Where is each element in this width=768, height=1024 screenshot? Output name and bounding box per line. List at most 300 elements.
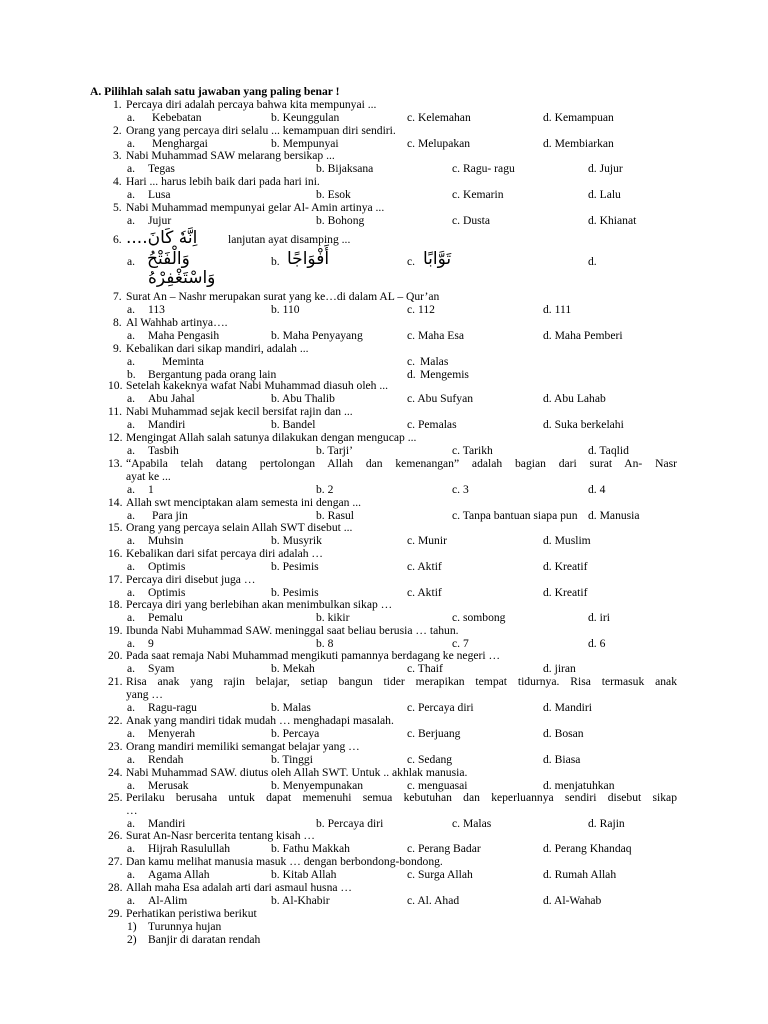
option-text[interactable]: Bergantung pada orang lain bbox=[148, 368, 277, 381]
option-text[interactable]: Pemalas bbox=[417, 418, 457, 431]
option-letter: c. bbox=[407, 868, 416, 881]
option-arabic[interactable]: وَالْفَتْحُ bbox=[147, 249, 190, 269]
option-text[interactable]: 9 bbox=[148, 637, 154, 650]
option-letter: c. bbox=[407, 753, 416, 766]
question-number: 3. bbox=[113, 149, 122, 162]
question-number: 15. bbox=[108, 521, 123, 534]
option-letter: b. bbox=[271, 586, 280, 599]
option[interactable] bbox=[271, 111, 339, 124]
option-text[interactable]: Perang Khandaq bbox=[554, 842, 632, 855]
option-text[interactable]: Pesimis bbox=[282, 586, 319, 599]
option-text[interactable]: Abu Lahab bbox=[553, 392, 606, 405]
option-letter: b. bbox=[316, 162, 325, 175]
option-letter: d. bbox=[543, 868, 552, 881]
option-text[interactable]: Kemarin bbox=[462, 188, 504, 201]
option-letter: a. bbox=[127, 727, 136, 740]
option-text[interactable]: Lusa bbox=[148, 188, 171, 201]
option-text[interactable]: Mekah bbox=[282, 662, 315, 675]
option-text[interactable]: Thaif bbox=[417, 662, 443, 675]
option[interactable] bbox=[452, 214, 490, 227]
option[interactable] bbox=[271, 418, 315, 431]
option-text[interactable]: Surga Allah bbox=[417, 868, 473, 881]
option-text[interactable]: Kreatif bbox=[554, 560, 588, 573]
question-number: 16. bbox=[108, 547, 123, 560]
option-text[interactable]: Keunggulan bbox=[282, 111, 340, 124]
option-letter: c. bbox=[407, 392, 416, 405]
option-text[interactable]: Mandiri bbox=[148, 418, 186, 431]
option-letter: b. bbox=[316, 188, 325, 201]
option-text[interactable]: Tegas bbox=[148, 162, 175, 175]
option-letter: d. bbox=[543, 137, 552, 150]
option-letter: d. bbox=[588, 214, 597, 227]
option[interactable] bbox=[543, 868, 616, 881]
option-letter: a. bbox=[127, 392, 136, 405]
option[interactable] bbox=[271, 753, 313, 766]
question-text: Perilaku berusaha untuk dapat memenuhi semua kebutuhan dan keperluannya sendiri disebut sikap bbox=[126, 791, 677, 804]
option-letter: b. bbox=[271, 560, 280, 573]
option-text[interactable]: Al-Khabir bbox=[281, 894, 330, 907]
option[interactable] bbox=[407, 137, 470, 150]
option-text[interactable]: Ragu- ragu bbox=[462, 162, 515, 175]
option-text[interactable]: Biasa bbox=[554, 753, 581, 766]
option[interactable] bbox=[407, 534, 447, 547]
option[interactable] bbox=[543, 753, 580, 766]
option-letter: d. bbox=[588, 483, 597, 496]
option[interactable] bbox=[407, 701, 474, 714]
question-number: 13. bbox=[108, 457, 123, 470]
option-text[interactable]: Manusia bbox=[599, 509, 640, 522]
option[interactable] bbox=[407, 329, 464, 342]
option-letter: c. bbox=[407, 534, 416, 547]
option-text[interactable]: Mempunyai bbox=[282, 137, 339, 150]
question-number: 20. bbox=[108, 649, 123, 662]
question-text: Surat An – Nashr merupakan surat yang ke…di dalam AL – Qur’an bbox=[126, 290, 440, 303]
option[interactable] bbox=[407, 560, 442, 573]
question-number: 1. bbox=[113, 98, 122, 111]
option-letter: c. bbox=[452, 611, 461, 624]
question-number: 2. bbox=[113, 124, 122, 137]
option[interactable] bbox=[543, 418, 624, 431]
option-letter: c. bbox=[407, 355, 416, 368]
option-text[interactable]: Bandel bbox=[282, 418, 316, 431]
option-letter: d. bbox=[588, 444, 597, 457]
option-text[interactable]: Menghargai bbox=[152, 137, 208, 150]
option-text[interactable]: Maha Pengasih bbox=[148, 329, 220, 342]
option[interactable] bbox=[407, 586, 442, 599]
option-text[interactable]: Dusta bbox=[462, 214, 491, 227]
option[interactable] bbox=[543, 534, 591, 547]
option[interactable] bbox=[271, 560, 319, 573]
option-text[interactable]: Rasul bbox=[327, 509, 355, 522]
option-text[interactable]: Abu Thalib bbox=[281, 392, 335, 405]
question-text: Nabi Muhammad sejak kecil bersifat rajin dan ... bbox=[126, 405, 353, 418]
option-text[interactable]: Rajin bbox=[599, 817, 625, 830]
option-text[interactable]: Mandiri bbox=[554, 701, 592, 714]
question-text: Hari ... harus lebih baik dari pada hari ini. bbox=[126, 175, 320, 188]
arabic-verse: اِنَّهٗ كَانَ.... bbox=[126, 228, 198, 248]
option-text[interactable]: Aktif bbox=[417, 560, 442, 573]
option[interactable] bbox=[407, 727, 460, 740]
option-letter: c. bbox=[407, 779, 416, 792]
option-text[interactable]: Perang Badar bbox=[417, 842, 481, 855]
option-text[interactable]: Malas bbox=[420, 355, 449, 368]
option-text[interactable]: Malas bbox=[282, 701, 311, 714]
option-text[interactable]: Kemampuan bbox=[554, 111, 614, 124]
option[interactable] bbox=[407, 868, 473, 881]
option[interactable] bbox=[452, 509, 578, 522]
option[interactable] bbox=[407, 392, 473, 405]
option-letter: b. bbox=[316, 611, 325, 624]
option-letter: b. bbox=[316, 509, 325, 522]
option-letter: a. bbox=[127, 162, 136, 175]
option-text[interactable]: Bosan bbox=[554, 727, 584, 740]
option[interactable] bbox=[316, 188, 351, 201]
question-number: 12. bbox=[108, 431, 123, 444]
option-letter: c. bbox=[452, 444, 461, 457]
option-letter: a. bbox=[127, 753, 136, 766]
option-text[interactable]: Bijaksana bbox=[327, 162, 374, 175]
option[interactable] bbox=[543, 560, 587, 573]
option[interactable] bbox=[407, 662, 443, 675]
question-number: 14. bbox=[108, 496, 123, 509]
option-text[interactable]: Rendah bbox=[148, 753, 184, 766]
option[interactable] bbox=[271, 329, 363, 342]
option-text[interactable]: kikir bbox=[327, 611, 350, 624]
option-text[interactable]: Hijrah Rasulullah bbox=[148, 842, 231, 855]
option-text[interactable]: 110 bbox=[282, 303, 300, 316]
option-text[interactable]: Lalu bbox=[599, 188, 621, 201]
option-letter: d. bbox=[543, 111, 552, 124]
option[interactable] bbox=[407, 753, 452, 766]
question-text: Perhatikan peristiwa berikut bbox=[126, 907, 257, 920]
option-letter: c. bbox=[452, 162, 461, 175]
option-letter: d. bbox=[588, 611, 597, 624]
option-letter: a. bbox=[127, 894, 136, 907]
option-text[interactable]: Tanpa bantuan siapa pun bbox=[462, 509, 578, 522]
option[interactable] bbox=[407, 842, 481, 855]
option[interactable] bbox=[316, 483, 333, 496]
question-text: Orang yang percaya diri selalu ... kemampuan diri sendiri. bbox=[126, 124, 396, 137]
option-text[interactable]: Tinggi bbox=[282, 753, 313, 766]
option[interactable] bbox=[271, 303, 300, 316]
option-letter: b. bbox=[271, 701, 280, 714]
option-text[interactable]: Percaya bbox=[282, 727, 320, 740]
option[interactable] bbox=[452, 444, 493, 457]
question-number: 17. bbox=[108, 573, 123, 586]
option-letter: a. bbox=[127, 701, 136, 714]
option-text[interactable]: 6 bbox=[599, 637, 606, 650]
option-letter: b. bbox=[316, 817, 325, 830]
option-text[interactable]: Abu Jahal bbox=[148, 392, 195, 405]
option-text[interactable]: 7 bbox=[462, 637, 469, 650]
question-text: Allah maha Esa adalah arti dari asmaul husna … bbox=[126, 881, 352, 894]
option-text[interactable]: Malas bbox=[462, 817, 492, 830]
option-letter: a. bbox=[127, 137, 136, 150]
option-text[interactable]: Suka berkelahi bbox=[554, 418, 624, 431]
question-text: Percaya diri disebut juga … bbox=[126, 573, 256, 586]
option[interactable] bbox=[316, 214, 364, 227]
option-text[interactable]: Aktif bbox=[417, 586, 442, 599]
question-text: Risa anak yang rajin belajar, setiap bangun tider merapikan tempat tidurnya. Risa termasuk anak bbox=[126, 675, 677, 688]
option-letter: d. bbox=[543, 894, 552, 907]
option[interactable] bbox=[588, 214, 636, 227]
option-letter: a. bbox=[127, 817, 136, 830]
question-text: Allah swt menciptakan alam semesta ini dengan ... bbox=[126, 496, 362, 509]
option-letter: c. bbox=[452, 817, 461, 830]
option-letter: d. bbox=[588, 817, 597, 830]
option[interactable] bbox=[588, 611, 610, 624]
option[interactable] bbox=[271, 842, 350, 855]
option-letter: a. bbox=[127, 355, 136, 368]
option[interactable] bbox=[316, 611, 350, 624]
option-letter: c. bbox=[452, 637, 461, 650]
option-text[interactable]: Abu Sufyan bbox=[417, 392, 474, 405]
question-number: 18. bbox=[108, 598, 123, 611]
option[interactable] bbox=[543, 111, 614, 124]
option[interactable] bbox=[543, 137, 614, 150]
option-text[interactable]: Menyempunakan bbox=[282, 779, 364, 792]
option-text[interactable]: Munir bbox=[417, 534, 447, 547]
list-item-marker: 2) bbox=[127, 933, 137, 946]
option-arabic[interactable]: تَوَّابًا bbox=[423, 249, 452, 269]
question-text: Nabi Muhammad SAW. diutus oleh Allah SWT. Untuk .. akhlak manusia. bbox=[126, 766, 468, 779]
option-letter: d. bbox=[543, 779, 552, 792]
option-text[interactable]: Jujur bbox=[148, 214, 172, 227]
option[interactable] bbox=[588, 817, 625, 830]
option-text[interactable]: 2 bbox=[327, 483, 334, 496]
option-letter: c. bbox=[407, 662, 416, 675]
question-text: “Apabila telah datang pertolongan Allah dan kemenangan” adalah bagian dari surat An- Nasr bbox=[126, 457, 677, 470]
option-text[interactable]: Optimis bbox=[148, 586, 186, 599]
option[interactable] bbox=[452, 188, 504, 201]
question-number: 8. bbox=[113, 316, 122, 329]
option[interactable] bbox=[271, 662, 315, 675]
option-letter: a. bbox=[127, 842, 136, 855]
option[interactable] bbox=[271, 894, 330, 907]
option-letter: b. bbox=[316, 444, 325, 457]
option-letter: c. bbox=[407, 894, 416, 907]
option-text[interactable]: Kreatif bbox=[554, 586, 588, 599]
option-text[interactable]: Al. Ahad bbox=[417, 894, 460, 907]
option-text[interactable]: Kebebatan bbox=[152, 111, 202, 124]
option[interactable] bbox=[588, 444, 629, 457]
list-item-marker: 1) bbox=[127, 920, 137, 933]
question-text: Surat An-Nasr bercerita tentang kisah … bbox=[126, 829, 315, 842]
option-text[interactable]: Percaya diri bbox=[327, 817, 384, 830]
option-text[interactable]: Muhsin bbox=[148, 534, 184, 547]
option-text[interactable]: 4 bbox=[599, 483, 606, 496]
option-text[interactable]: Percaya diri bbox=[417, 701, 474, 714]
option-text[interactable]: 112 bbox=[417, 303, 435, 316]
option[interactable] bbox=[588, 483, 605, 496]
option-text[interactable]: Merusak bbox=[148, 779, 189, 792]
option-letter: c. bbox=[407, 727, 416, 740]
option-text[interactable]: menguasai bbox=[417, 779, 468, 792]
option[interactable] bbox=[588, 188, 621, 201]
option[interactable] bbox=[407, 303, 435, 316]
option[interactable] bbox=[588, 637, 605, 650]
question-number: 26. bbox=[108, 829, 123, 842]
option-letter: b. bbox=[271, 392, 280, 405]
option[interactable] bbox=[271, 701, 311, 714]
option[interactable] bbox=[452, 162, 515, 175]
question-number: 9. bbox=[113, 342, 122, 355]
option-text[interactable]: Mengemis bbox=[420, 368, 469, 381]
option-text[interactable]: Kelemahan bbox=[417, 111, 471, 124]
option-letter: b. bbox=[271, 418, 280, 431]
option-text[interactable]: Maha Penyayang bbox=[282, 329, 363, 342]
option-letter: c. bbox=[407, 842, 416, 855]
option-text[interactable]: Optimis bbox=[148, 560, 186, 573]
option-text[interactable]: Ragu-ragu bbox=[148, 701, 197, 714]
option-letter: b. bbox=[271, 111, 280, 124]
option-text[interactable]: Para jin bbox=[152, 509, 188, 522]
option-text[interactable]: menjatuhkan bbox=[554, 779, 615, 792]
option-text[interactable]: Mandiri bbox=[148, 817, 186, 830]
option[interactable] bbox=[271, 727, 319, 740]
question-text: Pada saat remaja Nabi Muhammad mengikuti pamannya berdagang ke negeri … bbox=[126, 649, 501, 662]
option[interactable] bbox=[316, 444, 353, 457]
option-letter: d. bbox=[543, 701, 552, 714]
option[interactable] bbox=[543, 392, 606, 405]
option-letter: c. bbox=[407, 137, 416, 150]
option-text[interactable]: Maha Pemberi bbox=[554, 329, 623, 342]
option-text[interactable]: Membiarkan bbox=[554, 137, 614, 150]
question-text: Al Wahhab artinya…. bbox=[126, 316, 228, 329]
option[interactable] bbox=[407, 111, 471, 124]
option-letter: a. bbox=[127, 586, 136, 599]
question-text: Nabi Muhammad mempunyai gelar Al- Amin artinya ... bbox=[126, 201, 385, 214]
option-letter: a. bbox=[127, 534, 136, 547]
option-letter: d. bbox=[588, 255, 597, 268]
option[interactable] bbox=[543, 701, 592, 714]
option-letter: b. bbox=[316, 214, 325, 227]
option-text[interactable]: 113 bbox=[148, 303, 165, 316]
option-text[interactable]: Fathu Makkah bbox=[282, 842, 350, 855]
option-text[interactable]: Jujur bbox=[599, 162, 623, 175]
option-text[interactable]: Khianat bbox=[599, 214, 637, 227]
option[interactable] bbox=[316, 817, 383, 830]
option-text[interactable]: Al-Wahab bbox=[553, 894, 602, 907]
option-text[interactable]: Rumah Allah bbox=[554, 868, 617, 881]
option[interactable] bbox=[543, 662, 576, 675]
list-item-text: Turunnya hujan bbox=[148, 920, 222, 933]
question-number: 28. bbox=[108, 881, 123, 894]
option[interactable] bbox=[452, 817, 491, 830]
option-text[interactable]: Tarikh bbox=[462, 444, 493, 457]
option-letter: a. bbox=[127, 329, 136, 342]
option-text[interactable]: jiran bbox=[554, 662, 576, 675]
option-letter: a. bbox=[127, 662, 136, 675]
question-number: 29. bbox=[108, 907, 123, 920]
option-letter: d. bbox=[543, 329, 552, 342]
option[interactable] bbox=[271, 534, 322, 547]
option-text[interactable]: Agama Allah bbox=[148, 868, 210, 881]
option-text[interactable]: 8 bbox=[327, 637, 334, 650]
option[interactable] bbox=[588, 509, 640, 522]
option-letter: a. bbox=[127, 111, 136, 124]
option-text[interactable]: Bohong bbox=[327, 214, 365, 227]
option[interactable] bbox=[543, 894, 601, 907]
option[interactable] bbox=[407, 418, 457, 431]
option-letter: b. bbox=[316, 483, 325, 496]
option[interactable] bbox=[543, 842, 632, 855]
option-text[interactable]: Kitab Allah bbox=[282, 868, 337, 881]
option-letter: d. bbox=[543, 753, 552, 766]
option[interactable] bbox=[452, 483, 469, 496]
option-text[interactable]: Sedang bbox=[417, 753, 453, 766]
option[interactable] bbox=[543, 303, 571, 316]
option-text[interactable]: Muslim bbox=[554, 534, 591, 547]
option-letter: d. bbox=[407, 368, 416, 381]
option-letter: b. bbox=[271, 137, 280, 150]
option-text[interactable]: Berjuang bbox=[417, 727, 461, 740]
option-text[interactable]: Menyerah bbox=[148, 727, 195, 740]
option-text[interactable]: Melupakan bbox=[417, 137, 471, 150]
question-text: Anak yang mandiri tidak mudah … menghadapi masalah. bbox=[126, 714, 394, 727]
option[interactable] bbox=[543, 727, 584, 740]
option-letter: a. bbox=[127, 214, 136, 227]
option-letter: d. bbox=[543, 392, 552, 405]
option-letter: c. bbox=[452, 509, 461, 522]
option-letter: c. bbox=[452, 214, 461, 227]
option-letter: d. bbox=[588, 509, 597, 522]
option-letter: d. bbox=[543, 418, 552, 431]
option-letter: c. bbox=[407, 111, 416, 124]
option-text[interactable]: Taqlid bbox=[599, 444, 629, 457]
question-text-continued: ayat ke ... bbox=[126, 470, 171, 483]
option-text[interactable]: Musyrik bbox=[282, 534, 322, 547]
option[interactable] bbox=[407, 894, 459, 907]
option-letter: b. bbox=[271, 727, 280, 740]
option-arabic[interactable]: أَفْوَاجًا bbox=[287, 249, 330, 269]
option-text[interactable]: Pemalu bbox=[148, 611, 183, 624]
option-text[interactable]: Syam bbox=[148, 662, 175, 675]
option-text[interactable]: Meminta bbox=[162, 355, 204, 368]
option-text[interactable]: Pesimis bbox=[282, 560, 319, 573]
option[interactable] bbox=[271, 868, 336, 881]
option-text[interactable]: sombong bbox=[462, 611, 506, 624]
option[interactable] bbox=[271, 392, 335, 405]
option-letter: d. bbox=[588, 637, 597, 650]
question-text: Dan kamu melihat manusia masuk … dengan berbondong-bondong. bbox=[126, 855, 443, 868]
option-letter: a. bbox=[127, 868, 136, 881]
option-text[interactable]: 111 bbox=[554, 303, 572, 316]
option-text[interactable]: iri bbox=[599, 611, 610, 624]
option-letter: b. bbox=[271, 329, 280, 342]
option-text[interactable]: Al-Alim bbox=[148, 894, 188, 907]
option-letter: d. bbox=[543, 662, 552, 675]
option-text[interactable]: Esok bbox=[327, 188, 351, 201]
option-letter: a. bbox=[127, 637, 136, 650]
option-letter: d. bbox=[543, 303, 552, 316]
question-number: 19. bbox=[108, 624, 123, 637]
option-text[interactable]: Tasbih bbox=[148, 444, 179, 457]
option[interactable] bbox=[543, 329, 623, 342]
option[interactable] bbox=[316, 162, 373, 175]
option[interactable] bbox=[452, 611, 505, 624]
option[interactable] bbox=[588, 162, 623, 175]
option-text[interactable]: 1 bbox=[148, 483, 154, 496]
option-letter: b. bbox=[271, 662, 280, 675]
option-text[interactable]: Maha Esa bbox=[417, 329, 464, 342]
option-letter: b. bbox=[316, 637, 325, 650]
option-letter: b. bbox=[271, 842, 280, 855]
option-text[interactable]: 3 bbox=[462, 483, 469, 496]
option-arabic[interactable]: وَاسْتَغْفِرْهُ bbox=[148, 268, 216, 288]
option[interactable] bbox=[543, 586, 587, 599]
option-text[interactable]: Tarji’ bbox=[327, 444, 353, 457]
